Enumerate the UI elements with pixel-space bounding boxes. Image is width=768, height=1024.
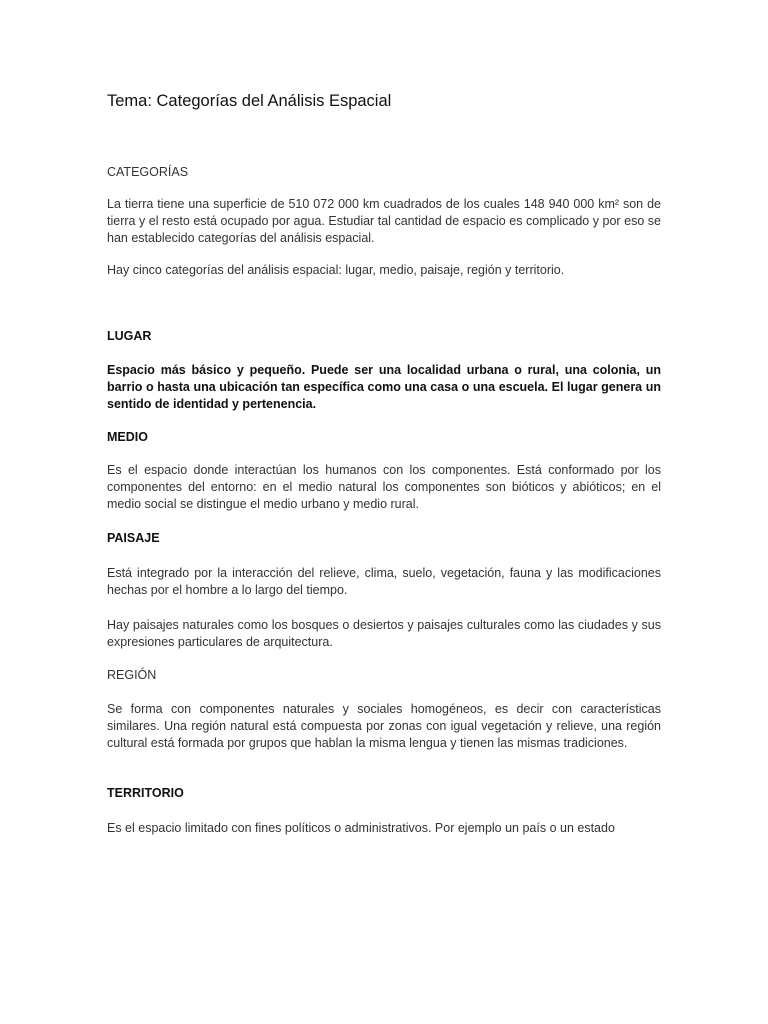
paragraph-territorio: Es el espacio limitado con fines políticos o administrativos. Por ejemplo un país o un estado	[107, 821, 615, 835]
paragraph-lugar: Espacio más básico y pequeño. Puede ser una localidad urbana o rural, una colonia, un barrio o hasta una ubicación tan específica como una casa o una escuela. El lugar genera un sentido de identidad y pertenencia.	[107, 363, 661, 411]
document-body	[107, 0, 661, 1024]
document-title: Tema: Categorías del Análisis Espacial	[107, 92, 392, 110]
paragraph-categorias-list: Hay cinco categorías del análisis espacial: lugar, medio, paisaje, región y territorio.	[107, 263, 565, 277]
paragraph-paisaje-2: Hay paisajes naturales como los bosques o desiertos y paisajes culturales como las ciudades y sus expresiones particulares de arquitectura.	[107, 618, 661, 649]
paragraph-paisaje-1: Está integrado por la interacción del relieve, clima, suelo, vegetación, fauna y las modificaciones hechas por el hombre a lo largo del tiempo.	[107, 566, 661, 597]
section-heading-region: REGIÓN	[107, 668, 157, 682]
section-heading-territorio: TERRITORIO	[107, 786, 184, 800]
paragraph-medio: Es el espacio donde interactúan los humanos con los componentes. Está conformado por los componentes del entorno: en el medio natural los componentes son bióticos y abióticos; en el medio social se distingue el medio urbano y medio rural.	[107, 463, 661, 511]
section-heading-medio: MEDIO	[107, 430, 148, 444]
section-heading-categorias: CATEGORÍAS	[107, 165, 189, 179]
paragraph-region: Se forma con componentes naturales y sociales homogéneos, es decir con características similares. Una región natural está compuesta por zonas con igual vegetación y relieve, una región cultural está formada por grupos que hablan la misma lengua y tienen las mismas tradiciones.	[107, 702, 661, 750]
section-heading-paisaje: PAISAJE	[107, 531, 160, 545]
paragraph-categorias-intro: La tierra tiene una superficie de 510 072 000 km cuadrados de los cuales 148 940 000 km² son de tierra y el resto está ocupado por agua. Estudiar tal cantidad de espacio es complicado y por eso se han establecido categorías del análisis espacial.	[107, 197, 661, 245]
section-heading-lugar: LUGAR	[107, 329, 152, 343]
